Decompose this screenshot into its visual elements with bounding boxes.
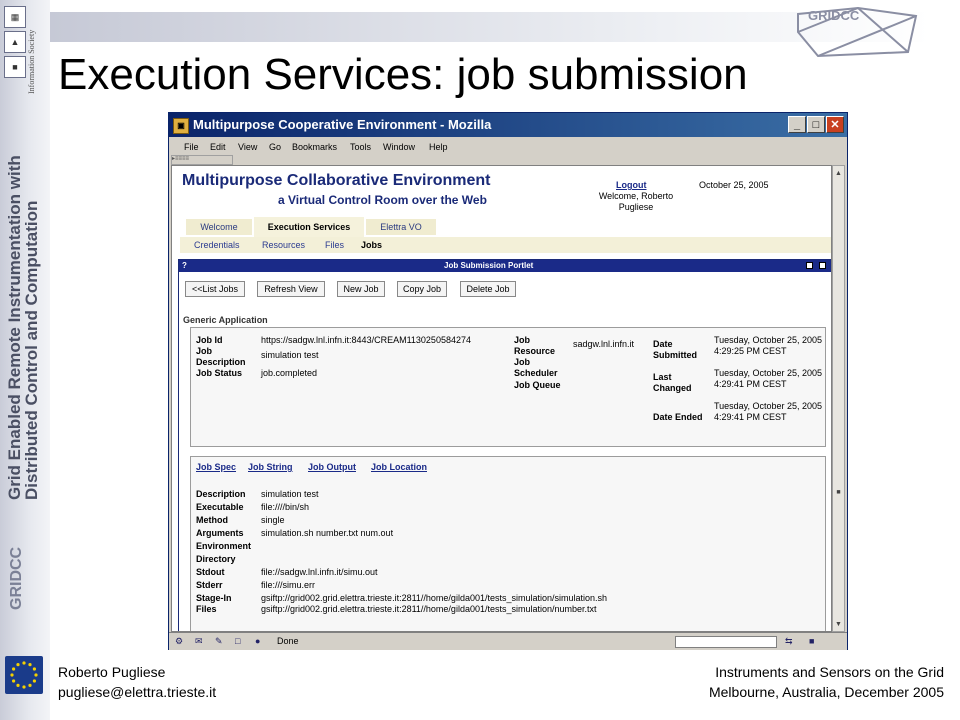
delete-job-button[interactable]: Delete Job xyxy=(460,281,516,297)
menu-edit[interactable]: Edit xyxy=(210,142,226,152)
portlet-title: Job Submission Portlet xyxy=(444,261,534,270)
maximize-button[interactable]: □ xyxy=(807,116,825,133)
spec-value: gsiftp://grid002.grid.elettra.trieste.it:2811//home/gilda001/tests_simulation/number.txt xyxy=(261,604,597,614)
list-jobs-button[interactable]: <<List Jobs xyxy=(185,281,245,297)
vertical-scrollbar[interactable] xyxy=(832,165,845,632)
ist-caption-line1: Information Society xyxy=(27,29,36,94)
portlet-help-icon[interactable]: ? xyxy=(182,261,187,270)
menu-bookmarks[interactable]: Bookmarks xyxy=(292,142,338,152)
subnav-jobs[interactable]: Jobs xyxy=(361,240,383,250)
job-resource-label: Job Resource xyxy=(514,335,556,356)
new-job-button[interactable]: New Job xyxy=(337,281,385,297)
date-submitted-value: Tuesday, October 25, 2005 4:29:25 PM CEST xyxy=(714,335,823,356)
spec-label: Stderr xyxy=(196,580,223,590)
last-changed-label: Last Changed xyxy=(653,372,692,393)
menu-go[interactable]: Go xyxy=(269,142,282,152)
chat-icon[interactable]: ● xyxy=(255,636,261,646)
spec-label: Environment xyxy=(196,541,252,551)
tab-job-location[interactable]: Job Location xyxy=(371,462,427,472)
top-gridcc-logo xyxy=(788,2,928,60)
footer-email: pugliese@elettra.trieste.it xyxy=(58,684,217,700)
ist-caption xyxy=(27,4,45,94)
tab-elettra-vo[interactable]: Elettra VO xyxy=(366,219,436,235)
job-status-value: job.completed xyxy=(261,368,318,378)
job-submission-portlet xyxy=(178,259,832,632)
date-ended-label: Date Ended xyxy=(653,412,703,422)
sub-navigation xyxy=(180,237,832,253)
spec-label: Arguments xyxy=(196,528,244,538)
last-changed-value: Tuesday, October 25, 2005 4:29:41 PM CEST xyxy=(714,368,823,389)
navigator-icon[interactable]: ⚙ xyxy=(175,636,184,646)
ist-tile-icon: ▲ xyxy=(4,31,26,53)
status-text: Done xyxy=(277,636,299,646)
spec-value: single xyxy=(261,515,285,525)
browser-window xyxy=(168,112,848,650)
menu-help[interactable]: Help xyxy=(429,142,448,152)
job-scheduler-label: Job Scheduler xyxy=(514,357,558,378)
minimize-button[interactable]: _ xyxy=(788,116,806,133)
job-id-value: https://sadgw.lnl.infn.it:8443/CREAM1130250584274 xyxy=(261,335,471,345)
footer-conference: Instruments and Sensors on the Grid xyxy=(715,664,944,680)
side-gridcc-logo: GRIDCC xyxy=(8,546,25,610)
status-bar xyxy=(169,632,847,650)
top-gridcc-label: GRIDCC xyxy=(808,8,860,23)
footer-author: Roberto Pugliese xyxy=(58,664,166,680)
menu-view[interactable]: View xyxy=(238,142,258,152)
job-status-label: Job Status xyxy=(196,368,243,378)
refresh-view-button[interactable]: Refresh View xyxy=(257,281,325,297)
page-viewport xyxy=(171,165,832,632)
logout-link[interactable]: Logout xyxy=(616,180,647,190)
connection-icon: ⇆ xyxy=(785,636,793,646)
job-id-label: Job Id xyxy=(196,335,223,345)
subnav-credentials[interactable]: Credentials xyxy=(194,240,240,250)
progress-bar xyxy=(675,636,777,648)
ist-logo xyxy=(4,6,26,81)
spec-label: Executable xyxy=(196,502,244,512)
job-queue-label: Job Queue xyxy=(514,380,561,390)
spec-value: file://sadgw.lnl.infn.it/simu.out xyxy=(261,567,378,577)
spec-value: file:///simu.err xyxy=(261,580,316,590)
page-heading: Multipurpose Collaborative Environment xyxy=(182,172,491,189)
footer-location: Melbourne, Australia, December 2005 xyxy=(708,684,944,700)
page-subheading: a Virtual Control Room over the Web xyxy=(278,193,487,207)
job-description-value: simulation test xyxy=(261,350,319,360)
mozilla-icon: ▣ xyxy=(173,118,189,134)
ist-tile-icon: ▦ xyxy=(4,6,26,28)
copy-job-button[interactable]: Copy Job xyxy=(397,281,447,297)
side-title xyxy=(6,155,40,500)
close-button[interactable]: ✕ xyxy=(826,116,844,133)
date-ended-value: Tuesday, October 25, 2005 4:29:41 PM CEST xyxy=(714,401,823,422)
spec-label: Method xyxy=(196,515,228,525)
welcome-text: Welcome, Roberto Pugliese xyxy=(598,191,674,212)
slide-title: Execution Services: job submission xyxy=(58,50,748,99)
eu-flag-icon xyxy=(5,656,43,694)
job-resource-value: sadgw.lnl.infn.it xyxy=(573,339,635,349)
side-title-line1: Grid Enabled Remote Instrumentation with xyxy=(5,155,24,500)
menu-window[interactable]: Window xyxy=(383,142,416,152)
scroll-thumb[interactable]: ■ xyxy=(836,489,841,496)
scroll-up-icon[interactable]: ▲ xyxy=(835,170,842,177)
tab-job-output[interactable]: Job Output xyxy=(308,462,356,472)
portlet-title-bar xyxy=(179,260,831,272)
spec-label: Stage-In Files xyxy=(196,593,232,614)
spec-label: Description xyxy=(196,489,246,499)
composer-icon[interactable]: ✎ xyxy=(215,636,223,646)
subnav-resources[interactable]: Resources xyxy=(262,240,306,250)
tab-job-string[interactable]: Job String xyxy=(248,462,293,472)
spec-label: Stdout xyxy=(196,567,225,577)
page-date: October 25, 2005 xyxy=(699,180,769,190)
spec-value: simulation.sh number.txt num.out xyxy=(261,528,394,538)
address-book-icon[interactable]: □ xyxy=(235,636,241,646)
side-title-line2: Distributed Control and Computation xyxy=(22,200,41,500)
security-lock-icon[interactable]: ■ xyxy=(809,636,815,646)
menu-bar xyxy=(169,139,847,157)
left-band xyxy=(0,0,50,720)
spec-value: gsiftp://grid002.grid.elettra.trieste.it:2811//home/gilda001/tests_simulation/simulation.sh xyxy=(261,593,608,603)
job-description-label: Job Description xyxy=(196,346,246,367)
spec-value: file:////bin/sh xyxy=(261,502,310,512)
spec-label: Directory xyxy=(196,554,236,564)
toolbar-grip[interactable]: ▸≡≡≡≡ xyxy=(171,155,233,165)
menu-file[interactable]: File xyxy=(184,142,199,152)
spec-value: simulation test xyxy=(261,489,319,499)
mail-icon[interactable]: ✉ xyxy=(195,636,203,646)
portlet-minimize-icon[interactable] xyxy=(806,262,813,269)
tab-execution-services[interactable]: Execution Services xyxy=(254,217,364,237)
portlet-maximize-icon[interactable] xyxy=(819,262,826,269)
window-titlebar[interactable] xyxy=(169,113,847,137)
menu-tools[interactable]: Tools xyxy=(350,142,372,152)
job-summary-box xyxy=(190,327,826,447)
subnav-files[interactable]: Files xyxy=(325,240,345,250)
ist-tile-icon: ■ xyxy=(4,56,26,78)
section-generic-application: Generic Application xyxy=(183,315,268,325)
tab-job-spec[interactable]: Job Spec xyxy=(196,462,237,472)
tab-welcome[interactable]: Welcome xyxy=(186,219,252,235)
window-title: Multipurpose Cooperative Environment - Mozilla xyxy=(193,117,492,132)
job-detail-box xyxy=(190,456,826,632)
scroll-down-icon[interactable]: ▼ xyxy=(835,621,842,628)
date-submitted-label: Date Submitted xyxy=(653,339,697,360)
